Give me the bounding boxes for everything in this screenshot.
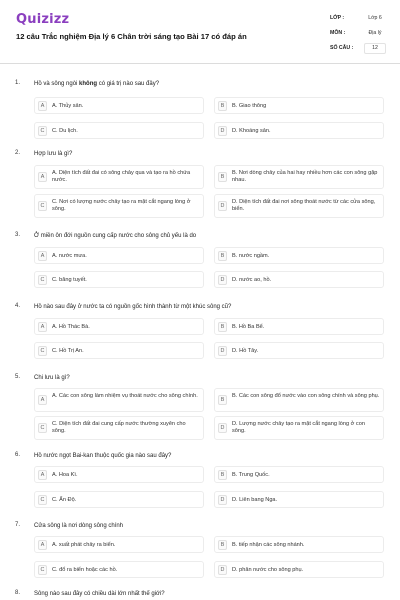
- option-c[interactable]: [34, 342, 204, 359]
- option-letter: A: [38, 251, 47, 261]
- option-letter: C: [38, 565, 47, 575]
- option-letter: D: [218, 495, 227, 505]
- option-text: A. Thủy sản.: [52, 103, 84, 109]
- option-c[interactable]: [34, 491, 204, 508]
- option-letter: B: [218, 101, 227, 111]
- option-b[interactable]: [214, 466, 384, 483]
- question-text: Sông nào sau đây có chiều dài lớn nhất thế giới?: [34, 591, 165, 597]
- meta-label: SỐ CÂU :: [330, 45, 354, 51]
- option-d[interactable]: [214, 194, 384, 218]
- question-number: 3.: [15, 232, 21, 238]
- option-a[interactable]: [34, 318, 204, 335]
- option-letter: A: [38, 322, 47, 332]
- option-text: C. Hồ Trị An.: [52, 348, 84, 354]
- question-number: 7.: [15, 522, 21, 528]
- option-letter: A: [38, 172, 47, 182]
- option-c[interactable]: [34, 561, 204, 578]
- option-text: C. Du lịch.: [52, 128, 78, 134]
- question-text: Hợp lưu là gì?: [34, 151, 73, 157]
- option-letter: C: [38, 275, 47, 285]
- question-text: Hồ và sông ngòi không có giá trị nào sau đây?: [34, 81, 160, 87]
- option-text: A. xuất phát chảy ra biển.: [52, 542, 116, 548]
- option-text: D. Lượng nước chảy tạo ra mặt cắt ngang lòng ở con sông.: [232, 421, 365, 435]
- option-letter: C: [38, 423, 47, 433]
- option-c[interactable]: [34, 194, 204, 218]
- meta-row-grade: [330, 13, 388, 28]
- question-text: Ở miền ôn đới nguồn cung cấp nước cho sông chủ yếu là do: [34, 233, 197, 239]
- option-b[interactable]: [214, 536, 384, 553]
- option-a[interactable]: [34, 247, 204, 264]
- option-b[interactable]: [214, 97, 384, 114]
- question-number: 8.: [15, 590, 21, 596]
- option-letter: C: [38, 495, 47, 505]
- option-letter: B: [218, 322, 227, 332]
- meta-info: [330, 13, 388, 58]
- option-b[interactable]: [214, 247, 384, 264]
- question-number: 6.: [15, 452, 21, 458]
- option-d[interactable]: [214, 416, 384, 440]
- option-letter: B: [218, 540, 227, 550]
- option-text: A. nước mưa.: [52, 253, 87, 259]
- option-letter: D: [218, 423, 227, 433]
- option-letter: B: [218, 172, 227, 182]
- option-b[interactable]: [214, 318, 384, 335]
- question-number: 4.: [15, 303, 21, 309]
- option-letter: C: [38, 346, 47, 356]
- option-text: D. Diện tích đất đai nơi sông thoát nước từ các cửa sông, biển.: [232, 199, 376, 213]
- option-text: D. Hồ Tây.: [232, 348, 259, 354]
- question-number: 2.: [15, 150, 21, 156]
- option-text: A. Hoa Kì.: [52, 472, 78, 478]
- option-a[interactable]: [34, 97, 204, 114]
- option-text: A. Các con sông làm nhiệm vụ thoát nước cho sông chính.: [52, 393, 198, 399]
- option-text: B. tiếp nhận các sông nhánh.: [232, 542, 305, 548]
- option-text: D. Liên bang Nga.: [232, 497, 278, 503]
- option-letter: C: [38, 201, 47, 211]
- option-text: B. nước ngầm.: [232, 253, 270, 259]
- option-letter: B: [218, 470, 227, 480]
- option-a[interactable]: [34, 466, 204, 483]
- option-letter: D: [218, 565, 227, 575]
- meta-row-count: [330, 43, 388, 58]
- option-d[interactable]: [214, 122, 384, 139]
- option-text: C. đổ ra biển hoặc các hồ.: [52, 567, 118, 573]
- option-text: B. Giao thông: [232, 103, 267, 109]
- option-letter: B: [218, 251, 227, 261]
- option-letter: A: [38, 540, 47, 550]
- question-text: Hồ nước ngọt Bai-kan thuộc quốc gia nào sau đây?: [34, 453, 172, 459]
- option-letter: D: [218, 201, 227, 211]
- option-text: C. Diện tích đất đai cung cấp nước thường xuyên cho sông.: [52, 421, 186, 435]
- option-text: D. Khoáng sản.: [232, 128, 271, 134]
- option-b[interactable]: [214, 388, 384, 412]
- option-c[interactable]: [34, 416, 204, 440]
- option-text: A. Hồ Thác Bà.: [52, 324, 90, 330]
- option-a[interactable]: [34, 536, 204, 553]
- option-text: A. Diện tích đất đai có sông chảy qua và tạo ra hồ chứa nước.: [52, 170, 191, 184]
- option-a[interactable]: [34, 165, 204, 189]
- option-b[interactable]: [214, 165, 384, 189]
- option-letter: A: [38, 101, 47, 111]
- option-text: C. Nơi có lượng nước chảy tạo ra mặt cắt ngang lòng ở sông.: [52, 199, 191, 213]
- option-text: D. phân nước cho sông phụ.: [232, 567, 304, 573]
- question-number: 5.: [15, 374, 21, 380]
- meta-label: MÔN :: [330, 30, 346, 36]
- document-header: [0, 0, 400, 64]
- option-a[interactable]: [34, 388, 204, 412]
- option-d[interactable]: [214, 271, 384, 288]
- page-title: 12 câu Trắc nghiệm Địa lý 6 Chân trời sáng tạo Bài 17 có đáp án: [16, 32, 247, 41]
- option-c[interactable]: [34, 122, 204, 139]
- question-text: Cửa sông là nơi dòng sông chính: [34, 523, 124, 529]
- option-text: D. nước ao, hồ.: [232, 277, 272, 283]
- option-letter: B: [218, 395, 227, 405]
- question-text: Hồ nào sau đây ở nước ta có nguồn gốc hình thành từ một khúc sông cũ?: [34, 304, 232, 310]
- option-text: C. Ấn Độ.: [52, 497, 77, 503]
- option-d[interactable]: [214, 491, 384, 508]
- option-letter: C: [38, 126, 47, 136]
- meta-row-subject: [330, 28, 388, 43]
- quizizz-logo[interactable]: Quizizz: [16, 12, 70, 27]
- option-letter: A: [38, 470, 47, 480]
- meta-label: LỚP :: [330, 15, 345, 21]
- option-d[interactable]: [214, 561, 384, 578]
- meta-value: Lớp 6: [368, 15, 382, 21]
- option-letter: D: [218, 126, 227, 136]
- question-number: 1.: [15, 80, 21, 86]
- option-letter: D: [218, 275, 227, 285]
- meta-value: Địa lý: [368, 30, 382, 36]
- option-text: B. Trung Quốc.: [232, 472, 270, 478]
- option-letter: A: [38, 395, 47, 405]
- meta-value: 12: [364, 43, 386, 54]
- option-d[interactable]: [214, 342, 384, 359]
- option-text: B. Các con sông đổ nước vào con sông chính và sông phụ.: [232, 393, 380, 399]
- option-text: C. băng tuyết.: [52, 277, 87, 283]
- option-c[interactable]: [34, 271, 204, 288]
- option-text: B. Hồ Ba Bể.: [232, 324, 265, 330]
- option-text: B. Nơi dòng chảy của hai hay nhiều hơn các con sông gặp nhau.: [232, 170, 378, 184]
- option-letter: D: [218, 346, 227, 356]
- question-text: Chi lưu là gì?: [34, 375, 70, 381]
